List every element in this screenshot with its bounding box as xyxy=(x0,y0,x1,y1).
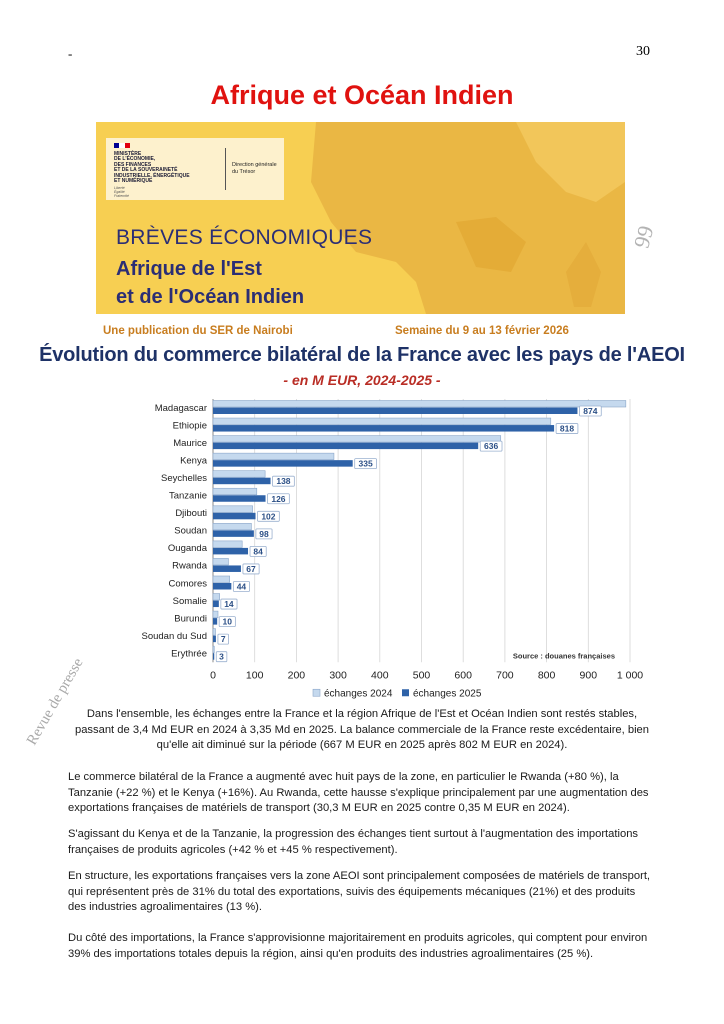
legend-label-2025: échanges 2025 xyxy=(413,688,482,700)
bar-2025 xyxy=(213,408,577,415)
bar-2024 xyxy=(213,629,216,636)
bar-2024 xyxy=(213,611,218,618)
watermark-number: 99 xyxy=(628,223,659,251)
data-label: 44 xyxy=(236,581,247,592)
bar-2025 xyxy=(213,636,216,643)
bar-2024 xyxy=(213,418,551,425)
category-label: Comores xyxy=(168,578,207,590)
bar-2024 xyxy=(213,541,242,548)
data-label: 3 xyxy=(219,651,224,662)
data-label: 14 xyxy=(224,599,234,610)
chart-title: Évolution du commerce bilatéral de la France avec les pays de l'AEOI xyxy=(39,344,685,366)
x-tick-label: 600 xyxy=(454,669,472,682)
bar-2025 xyxy=(213,495,266,502)
bar-2025 xyxy=(213,443,478,450)
chart-source: Source : douanes françaises xyxy=(512,651,615,661)
publication-credit: Une publication du SER de Nairobi xyxy=(103,325,293,337)
data-label: 126 xyxy=(271,493,286,504)
bar-2024 xyxy=(213,506,253,513)
bar-2025 xyxy=(213,425,554,432)
category-label: Maurice xyxy=(173,437,207,449)
paragraph-overview: Dans l'ensemble, les échanges entre la France et la région Afrique de l'Est et Océan Indien sont restés stables, passant de 3,4 Md EUR en 2024 à 3,35 Md en 2025. La balance commerciale de la France reste excédentaire, bien qu'elle ait diminué sur la période (667 M EUR en 2025 après 802 M EUR en 2024). xyxy=(74,708,650,751)
ministry-name: MINISTÈRE DE L'ÉCONOMIE, DES FINANCES ET DE LA SOUVERAINETÉ INDUSTRIELLE, ÉNERGÉTIQUE ET NUMÉRIQUE xyxy=(114,151,190,185)
category-label: Soudan xyxy=(174,525,207,537)
bar-2024 xyxy=(213,576,230,583)
x-tick-label: 1 000 xyxy=(616,669,644,682)
bar-2024 xyxy=(213,436,501,443)
bar-2024 xyxy=(213,488,257,495)
category-label: Ethiopie xyxy=(172,420,207,432)
category-label: Burundi xyxy=(174,613,207,625)
x-tick-label: 100 xyxy=(245,669,264,682)
category-label: Rwanda xyxy=(172,560,207,572)
series-title: BRÈVES ÉCONOMIQUES xyxy=(116,226,373,249)
chart-subtitle: - en M EUR, 2024-2025 - xyxy=(283,372,441,388)
bar-2024 xyxy=(213,453,334,460)
x-tick-label: 300 xyxy=(329,669,347,682)
paragraph-exports-structure: En structure, les exportations françaises vers la zone AEOI sont principalement composées de matériels de transport, qui représentent près de 31% du total des exportations, suivis des équipements mécaniques (21%) et des produits des industries agroalimentaires (13 %). xyxy=(68,870,651,913)
paragraph-imports-structure: Du côté des importations, la France s'approvisionne majoritairement en produits agricoles, qui comptent pour environ 39% des importations totales depuis la région, ainsi qu'en produits des industries agroalimentaires (25 %). xyxy=(68,932,648,960)
side-watermark: Revue de presse xyxy=(24,655,87,748)
category-label: Djibouti xyxy=(175,508,207,520)
paragraph-bilateral-growth: Le commerce bilatéral de la France a augmenté avec huit pays de la zone, en particulier le Rwanda (+80 %), la Tanzanie (+22 %) et le Kenya (+16%). Au Rwanda, cette hausse s'explique principalement par une augmentation des exportations françaises de matériels de transport (30,3 M EUR en 2025 contre 0,35 M EUR en 2024). xyxy=(68,771,649,814)
category-label: Soudan du Sud xyxy=(141,630,207,642)
data-label: 818 xyxy=(559,423,575,434)
bar-2025 xyxy=(213,601,219,608)
legend-swatch-2024 xyxy=(313,689,320,696)
x-tick-label: 900 xyxy=(579,669,598,682)
data-label: 67 xyxy=(246,563,256,574)
category-label: Ouganda xyxy=(167,543,207,555)
data-label: 102 xyxy=(261,511,276,522)
bar-2025 xyxy=(213,530,254,537)
bar-2025 xyxy=(213,460,353,467)
bar-2024 xyxy=(213,401,626,408)
category-label: Erythrée xyxy=(171,648,207,660)
bar-2024 xyxy=(213,594,220,601)
data-label: 7 xyxy=(220,634,226,645)
category-label: Kenya xyxy=(180,455,207,467)
page-header-dash: - xyxy=(68,46,73,61)
bar-2024 xyxy=(213,471,265,478)
x-tick-label: 700 xyxy=(496,669,514,682)
bar-2025 xyxy=(213,565,241,572)
category-label: Tanzanie xyxy=(168,490,207,502)
x-tick-label: 800 xyxy=(537,669,556,682)
data-label: 84 xyxy=(253,546,263,557)
bar-2025 xyxy=(213,653,214,660)
page-number: 30 xyxy=(636,44,650,59)
bar-2024 xyxy=(213,523,251,530)
category-label: Seychelles xyxy=(161,472,207,484)
legend-label-2024: échanges 2024 xyxy=(324,688,393,700)
bar-2025 xyxy=(213,548,248,555)
data-label: 636 xyxy=(484,441,499,452)
bar-2025 xyxy=(213,478,271,485)
bar-2025 xyxy=(213,618,217,625)
x-tick-label: 400 xyxy=(371,669,389,682)
data-label: 874 xyxy=(583,406,598,416)
data-label: 10 xyxy=(222,616,233,627)
page-title: Afrique et Océan Indien xyxy=(210,80,514,110)
data-label: 138 xyxy=(276,476,291,487)
x-tick-label: 500 xyxy=(412,669,431,682)
publication-week: Semaine du 9 au 13 février 2026 xyxy=(395,325,569,337)
data-label: 335 xyxy=(358,458,373,469)
republic-motto: Liberté Égalité Fraternité xyxy=(114,186,129,198)
bar-2025 xyxy=(213,513,256,520)
bar-2024 xyxy=(213,646,214,653)
region-title-line2: et de l'Océan Indien xyxy=(116,286,305,308)
bar-2025 xyxy=(213,583,231,590)
x-tick-label: 0 xyxy=(210,669,216,682)
category-label: Madagascar xyxy=(154,402,207,414)
data-label: 98 xyxy=(259,528,269,539)
paragraph-kenya-tanzania: S'agissant du Kenya et de la Tanzanie, la progression des échanges tient surtout à l'augmentation des importations françaises de produits agricoles (+42 % et +45 % respectivement). xyxy=(68,828,639,856)
category-label: Somalie xyxy=(172,595,207,607)
bar-2024 xyxy=(213,558,228,565)
direction-name: Direction générale du Trésor xyxy=(232,162,277,175)
region-title-line1: Afrique de l'Est xyxy=(116,258,262,280)
x-tick-label: 200 xyxy=(287,669,306,682)
legend-swatch-2025 xyxy=(402,689,409,696)
